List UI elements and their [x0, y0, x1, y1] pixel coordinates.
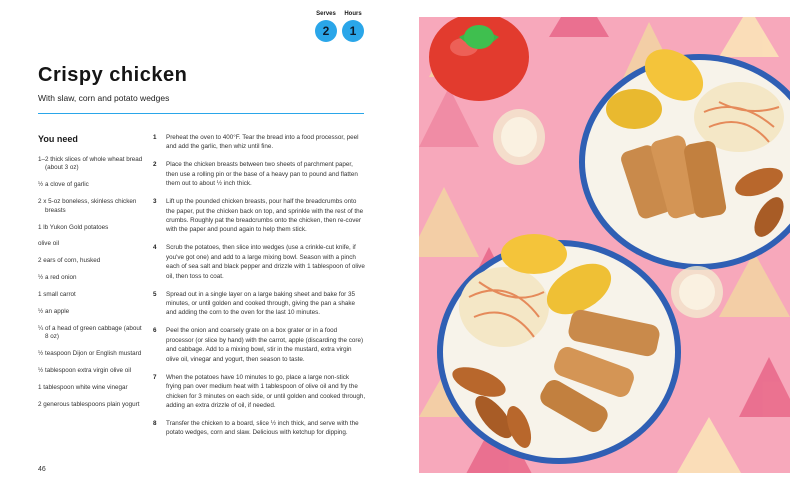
ingredient-list [38, 156, 143, 418]
step-text: When the potatoes have 10 minutes to go, place a large non-stick frying pan over medium heat with 1 tablespoon of olive oil and fry the chicken for 3 minutes on each side, or until golden and cooked through, adding an extra drizzle of oil, if needed. [166, 373, 366, 409]
ingredient-item: ½ teaspoon Dijon or English mustard [38, 350, 142, 358]
food-photo-illustration [419, 17, 790, 473]
step-number: 3 [153, 198, 157, 206]
step-number: 2 [153, 161, 157, 169]
method-step [153, 197, 366, 235]
ingredient-item: ½ a red onion [38, 274, 77, 282]
glass-water [679, 274, 715, 310]
hours-value: 1 [342, 20, 364, 42]
method-step [153, 373, 366, 411]
step-text: Spread out in a single layer on a large baking sheet and bake for 35 minutes, or until golden and cooked through, giving the pan a shake and adding the corn to the oven for the last 10 minutes. [166, 290, 356, 317]
step-number: 8 [153, 419, 157, 427]
ingredient-item: olive oil [38, 240, 59, 248]
you-need-heading: You need [38, 134, 78, 144]
serves-label: Serves [316, 11, 336, 17]
method-step [153, 290, 366, 318]
page-number: 46 [38, 466, 46, 473]
ingredient-item: 1–2 thick slices of whole wheat bread (about 3 oz) [38, 156, 143, 172]
ingredient-item: 2 generous tablespoons plain yogurt [38, 401, 140, 408]
step-number: 6 [153, 327, 157, 335]
step-text: Scrub the potatoes, then slice into wedges (use a crinkle-cut knife, if you've got one) and add to a large mixing bowl. Season with a pinch each of sea salt and black pepper and drizzle with 1 tablespoon of olive oil, then toss to coat. [166, 244, 365, 280]
serves-badge [313, 10, 339, 42]
section-divider [38, 113, 364, 114]
tomato-ketchup-bottle [429, 17, 529, 101]
method-step [153, 243, 366, 281]
recipe-subtitle: With slaw, corn and potato wedges [38, 93, 170, 103]
food-photo [419, 17, 790, 473]
serves-value: 2 [315, 20, 337, 42]
hours-label: Hours [344, 11, 362, 17]
hours-badge [340, 10, 366, 42]
ingredient-item: 1 tablespoon white wine vinegar [38, 384, 128, 392]
step-number: 5 [153, 290, 157, 298]
step-text: Lift up the pounded chicken breasts, pour half the breadcrumbs onto the paper, put the chicken back on top, and sprinkle with the rest of the crumbs. Roughly pat the breadcrumbs onto the chicken, then re-cover with the paper and pound again to help them stick. [166, 198, 364, 234]
ingredient-item: ½ tablespoon extra virgin olive oil [38, 367, 132, 375]
ingredient-item: 2 ears of corn, husked [38, 257, 101, 265]
step-text: Preheat the oven to 400°F. Tear the bread into a food processor, peel and add the garlic, then whiz until fine. [166, 134, 359, 151]
method-step [153, 326, 366, 364]
method-steps [153, 133, 366, 446]
method-step [153, 160, 366, 188]
step-number: 7 [153, 373, 157, 381]
ingredient-item: ½ a clove of garlic [38, 181, 89, 189]
step-number: 4 [153, 244, 157, 252]
ingredient-item: 1 small carrot [38, 291, 76, 299]
glass-water [501, 117, 537, 157]
ingredient-item: 1 lb Yukon Gold potatoes [38, 223, 109, 231]
step-number: 1 [153, 134, 157, 141]
recipe-title: Crispy chicken [38, 64, 188, 86]
ingredient-item: 2 x 5-oz boneless, skinless chicken breasts [38, 198, 137, 214]
step-text: Transfer the chicken to a board, slice ½ inch thick, and serve with the potato wedges, corn and slaw. Delicious with ketchup for dipping. [166, 419, 359, 437]
method-step [153, 419, 366, 438]
step-text: Place the chicken breasts between two sheets of parchment paper, then use a rolling pin or the base of a heavy pan to pound and flatten them out to about ½ inch thick. [166, 161, 358, 188]
ingredient-item: ¼ of a head of green cabbage (about 8 oz) [38, 324, 142, 341]
method-step [153, 133, 366, 152]
ingredient-item: ½ an apple [38, 308, 70, 316]
step-text: Peel the onion and coarsely grate on a box grater or in a food processor (or slice by hand) with the carrot, apple (discarding the core) and cabbage. Add to a mixing bowl, stir in the mustard, extra virgin olive oil, vinegar and yogurt, then season to taste. [166, 327, 364, 363]
